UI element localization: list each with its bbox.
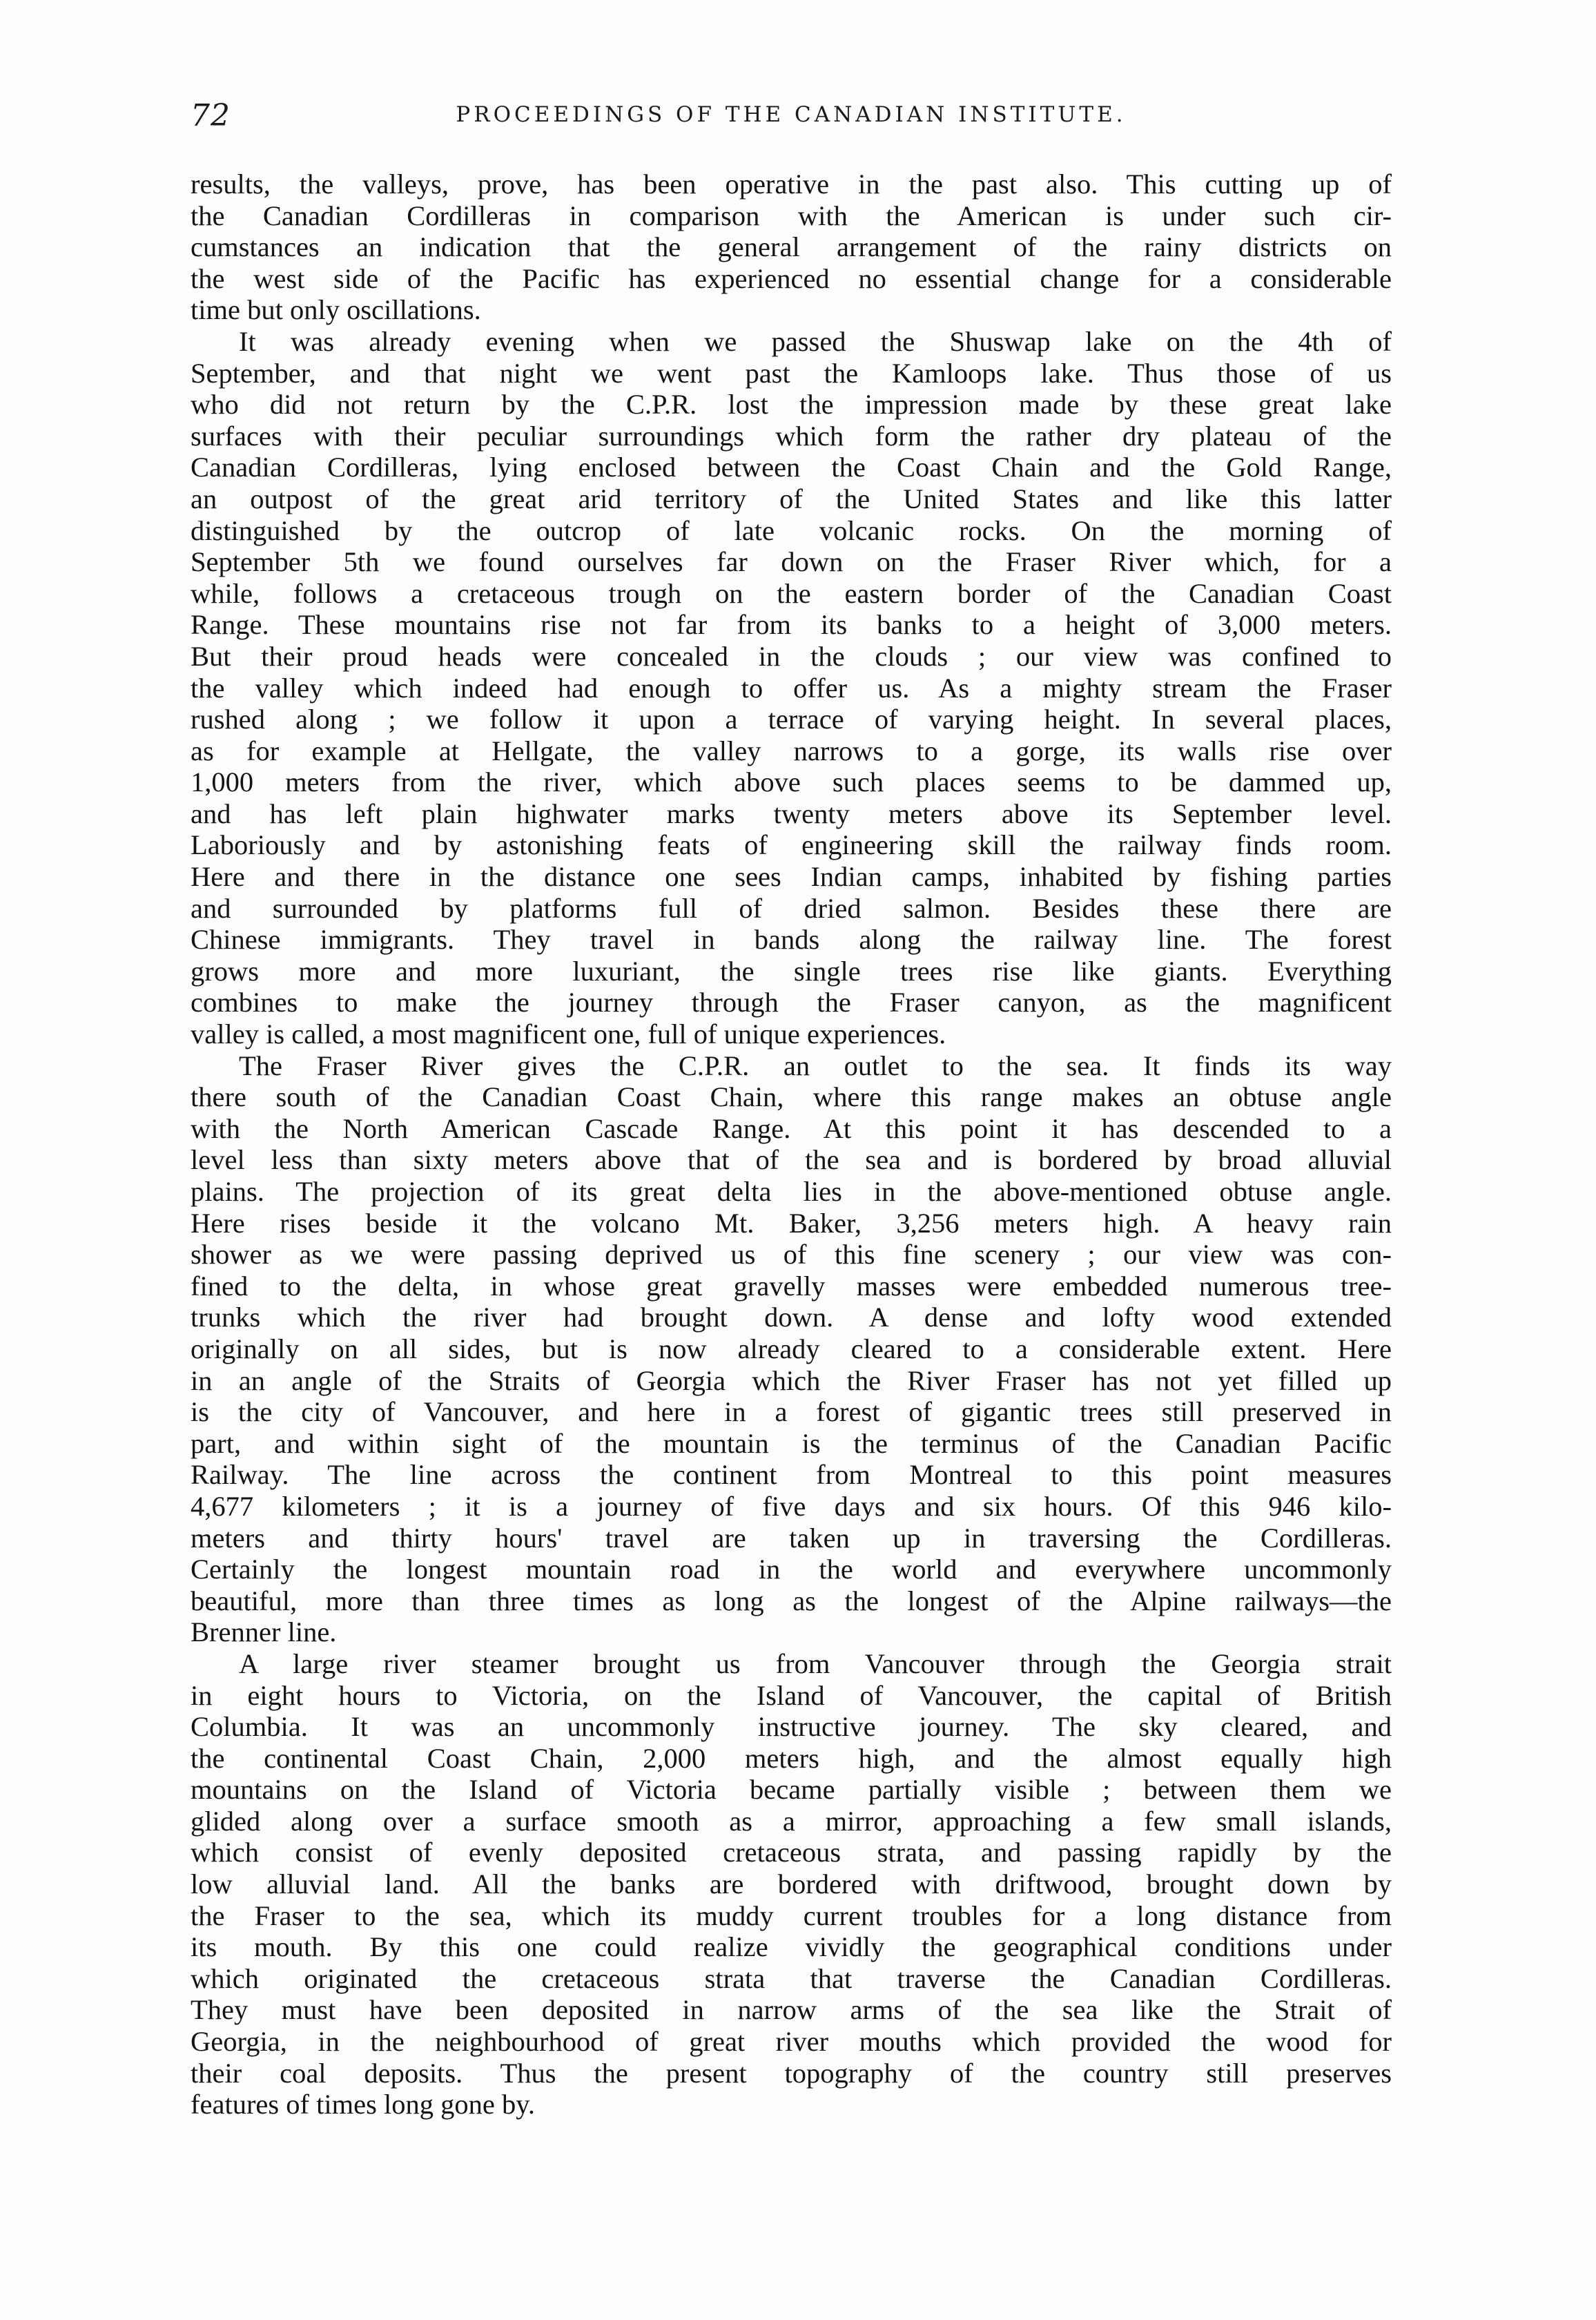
text-line: low alluvial land. All the banks are bordered with driftwood, brought down by <box>191 1868 1392 1900</box>
paragraph <box>191 1648 1392 2120</box>
text-line: the Canadian Cordilleras in comparison with the American is under such cir- <box>191 200 1392 231</box>
text-line: Chinese immigrants. They travel in bands along the railway line. The forest <box>191 924 1392 956</box>
text-line: results, the valleys, prove, has been operative in the past also. This cutting up of <box>191 168 1392 200</box>
text-line: there south of the Canadian Coast Chain, where this range makes an obtuse angle <box>191 1081 1392 1113</box>
text-line: grows more and more luxuriant, the single trees rise like giants. Everything <box>191 955 1392 987</box>
text-line: its mouth. By this one could realize vividly the geographical conditions under <box>191 1931 1392 1963</box>
text-line: level less than sixty meters above that of the sea and is bordered by broad alluvial <box>191 1144 1392 1176</box>
journal-title: PROCEEDINGS OF THE CANADIAN INSTITUTE. <box>456 102 1127 127</box>
text-line: meters and thirty hours' travel are taken up in traversing the Cordilleras. <box>191 1522 1392 1554</box>
text-line: September 5th we found ourselves far down on the Fraser River which, for a <box>191 546 1392 578</box>
text-line: trunks which the river had brought down. A dense and lofty wood extended <box>191 1302 1392 1333</box>
text-line: the Fraser to the sea, which its muddy current troubles for a long distance from <box>191 1900 1392 1931</box>
text-line: The Fraser River gives the C.P.R. an outlet to the sea. It finds its way <box>239 1050 1392 1081</box>
text-line: while, follows a cretaceous trough on the eastern border of the Canadian Coast <box>191 577 1392 609</box>
text-line: 4,677 kilometers ; it is a journey of five days and six hours. Of this 946 kilo- <box>191 1490 1392 1522</box>
text-line: as for example at Hellgate, the valley narrows to a gorge, its walls rise over <box>191 735 1392 766</box>
text-line: shower as we were passing deprived us of this fine scenery ; our view was con- <box>191 1239 1392 1270</box>
text-line: features of times long gone by. <box>191 2089 535 2120</box>
text-line: an outpost of the great arid territory of the United States and like this latter <box>191 483 1392 514</box>
text-line: Range. These mountains rise not far from its banks to a height of 3,000 meters. <box>191 609 1392 641</box>
text-line: cumstances an indication that the general arrangement of the rainy districts on <box>191 231 1392 263</box>
text-line: in eight hours to Victoria, on the Island of Vancouver, the capital of British <box>191 1679 1392 1711</box>
text-line: combines to make the journey through the Fraser canyon, as the magnificent <box>191 987 1392 1018</box>
text-line: and surrounded by platforms full of dried salmon. Besides these there are <box>191 892 1392 924</box>
text-line: 1,000 meters from the river, which above such places seems to be dammed up, <box>191 766 1392 798</box>
text-line: which consist of evenly deposited cretaceous strata, and passing rapidly by the <box>191 1837 1392 1868</box>
text-line: surfaces with their peculiar surroundings which form the rather dry plateau of the <box>191 420 1392 452</box>
text-line: originally on all sides, but is now already cleared to a considerable extent. Here <box>191 1333 1392 1364</box>
text-line: It was already evening when we passed the Shuswap lake on the 4th of <box>239 325 1392 357</box>
text-line: valley is called, a most magnificent one, full of unique experiences. <box>191 1018 946 1050</box>
text-line: is the city of Vancouver, and here in a forest of gigantic trees still preserved in <box>191 1396 1392 1428</box>
text-line: But their proud heads were concealed in the clouds ; our view was confined to <box>191 640 1392 672</box>
text-line: beautiful, more than three times as long as the longest of the Alpine railways—the <box>191 1585 1392 1616</box>
text-line: part, and within sight of the mountain is the terminus of the Canadian Pacific <box>191 1427 1392 1459</box>
text-line: A large river steamer brought us from Vancouver through the Georgia strait <box>239 1647 1392 1679</box>
text-line: mountains on the Island of Victoria became partially visible ; between them we <box>191 1774 1392 1806</box>
text-line: Columbia. It was an uncommonly instructive journey. The sky cleared, and <box>191 1711 1392 1743</box>
text-line: in an angle of the Straits of Georgia which the River Fraser has not yet filled up <box>191 1364 1392 1396</box>
text-line: which originated the cretaceous strata that traverse the Canadian Cordilleras. <box>191 1962 1392 1994</box>
text-line: plains. The projection of its great delta lies in the above-mentioned obtuse angle. <box>191 1176 1392 1207</box>
text-line: Here rises beside it the volcano Mt. Baker, 3,256 meters high. A heavy rain <box>191 1207 1392 1239</box>
text-line: They must have been deposited in narrow arms of the sea like the Strait of <box>191 1994 1392 2026</box>
paragraph <box>191 168 1392 326</box>
text-line: the continental Coast Chain, 2,000 meters high, and the almost equally high <box>191 1742 1392 1774</box>
text-line: with the North American Cascade Range. At this point it has descended to a <box>191 1112 1392 1144</box>
text-line: the west side of the Pacific has experienced no essential change for a considerable <box>191 262 1392 294</box>
text-line: Laboriously and by astonishing feats of engineering skill the railway finds room. <box>191 829 1392 861</box>
text-line: fined to the delta, in whose great gravelly masses were embedded numerous tree- <box>191 1270 1392 1302</box>
running-header <box>191 98 1392 139</box>
paragraph <box>191 326 1392 1050</box>
text-line: Certainly the longest mountain road in the world and everywhere uncommonly <box>191 1554 1392 1585</box>
text-line: time but only oscillations. <box>191 294 481 326</box>
text-line: Here and there in the distance one sees Indian camps, inhabited by fishing parties <box>191 861 1392 893</box>
text-line: the valley which indeed had enough to offer us. As a mighty stream the Fraser <box>191 672 1392 704</box>
body-text <box>191 168 1392 2120</box>
text-line: glided along over a surface smooth as a mirror, approaching a few small islands, <box>191 1805 1392 1837</box>
text-line: Canadian Cordilleras, lying enclosed between the Coast Chain and the Gold Range, <box>191 452 1392 483</box>
paragraph <box>191 1050 1392 1648</box>
page-number: 72 <box>191 98 231 133</box>
text-line: distinguished by the outcrop of late volcanic rocks. On the morning of <box>191 514 1392 546</box>
text-line: their coal deposits. Thus the present topography of the country still preserves <box>191 2057 1392 2089</box>
text-line: September, and that night we went past the Kamloops lake. Thus those of us <box>191 357 1392 389</box>
text-line: rushed along ; we follow it upon a terrace of varying height. In several places, <box>191 704 1392 735</box>
text-line: and has left plain highwater marks twenty meters above its September level. <box>191 798 1392 829</box>
text-line: Brenner line. <box>191 1616 337 1648</box>
text-line: Georgia, in the neighbourhood of great river mouths which provided the wood for <box>191 2026 1392 2058</box>
text-line: who did not return by the C.P.R. lost the impression made by these great lake <box>191 389 1392 420</box>
text-line: Railway. The line across the continent from Montreal to this point measures <box>191 1459 1392 1491</box>
